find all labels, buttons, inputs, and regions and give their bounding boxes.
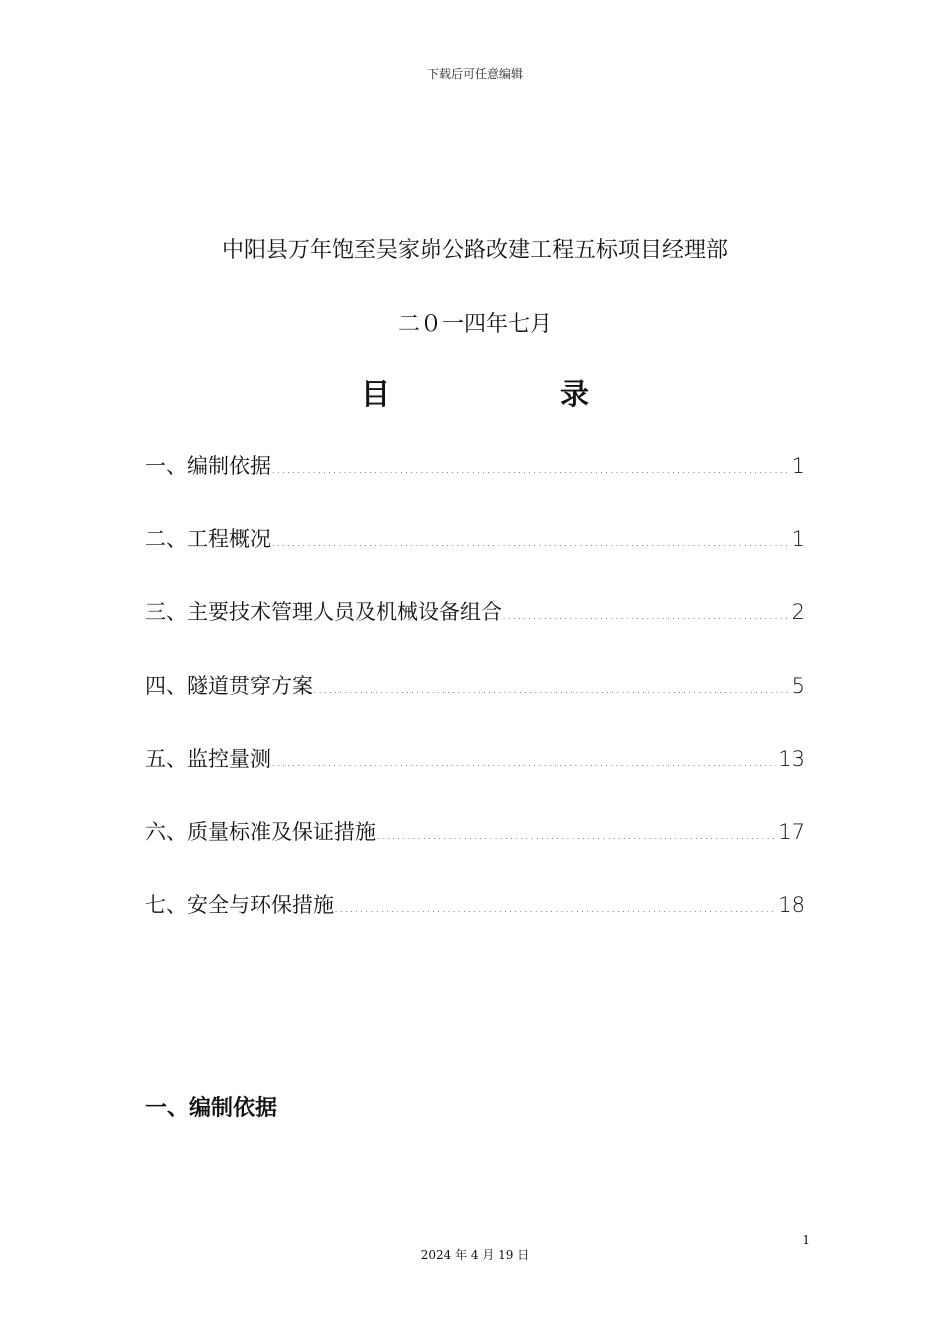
footer-date: 2024 年 4 月 19 日 (420, 1248, 530, 1262)
page-number: 1 (802, 1233, 810, 1247)
toc-entry-5[interactable] (145, 741, 805, 814)
toc-entry-label: 六、质量标准及保证措施 (145, 819, 376, 844)
toc-entry-1[interactable] (145, 448, 805, 521)
toc-dot-leader (313, 672, 790, 708)
toc-dot-leader (502, 598, 790, 634)
document-date: 二０一四年七月 (397, 312, 552, 337)
toc-title-right: 录 (560, 377, 590, 411)
toc-entry-page: 1 (791, 527, 805, 552)
toc-title (0, 372, 950, 416)
table-of-contents (145, 448, 805, 960)
toc-dot-leader (271, 745, 776, 781)
toc-entry-label: 四、隧道贯穿方案 (145, 673, 313, 698)
toc-dot-leader (271, 525, 790, 561)
toc-dot-leader (376, 818, 776, 854)
toc-entry-6[interactable] (145, 814, 805, 887)
section-heading: 一、编制依据 (145, 1096, 278, 1121)
toc-entry-2[interactable] (145, 521, 805, 594)
toc-entry-label: 三、主要技术管理人员及机械设备组合 (145, 600, 502, 625)
toc-entry-page: 1 (791, 454, 805, 478)
toc-title-left: 目 (360, 377, 390, 411)
toc-entry-page: 18 (778, 893, 805, 918)
toc-entry-page: 17 (778, 819, 805, 844)
toc-entry-3[interactable] (145, 594, 805, 667)
organization-name: 中阳县万年饱至吴家峁公路改建工程五标项目经理部 (221, 238, 728, 263)
toc-entry-label: 二、工程概况 (145, 527, 271, 552)
toc-entry-page: 5 (791, 673, 805, 698)
toc-entry-label: 一、编制依据 (145, 454, 271, 478)
toc-entry-4[interactable] (145, 668, 805, 741)
toc-dot-leader (334, 891, 776, 927)
toc-entry-label: 五、监控量测 (145, 746, 271, 771)
toc-entry-page: 2 (791, 600, 805, 625)
page-header: 下载后可任意编辑 (426, 67, 523, 81)
toc-entry-label: 七、安全与环保措施 (145, 893, 334, 918)
toc-dot-leader (271, 452, 790, 488)
toc-entry-7[interactable] (145, 887, 805, 960)
toc-entry-page: 13 (778, 746, 805, 771)
